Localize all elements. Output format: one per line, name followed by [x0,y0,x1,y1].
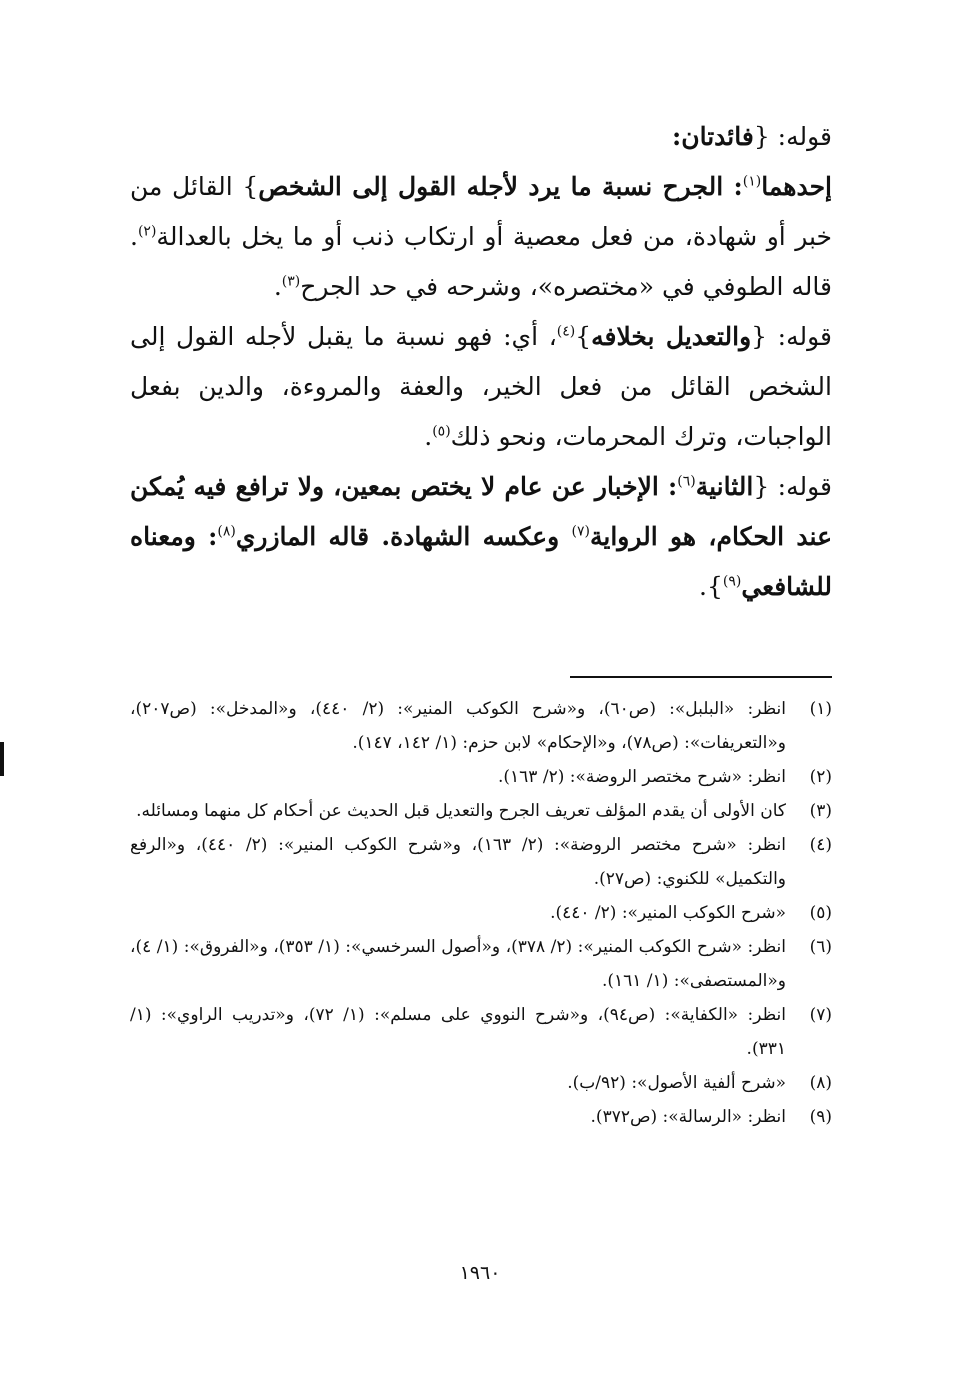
paragraph-3-lead: قوله: { [751,322,832,351]
paragraph-2-bold-a: إحدهما [761,172,832,201]
footnote-number: (٥) [809,903,832,923]
paragraph-1 [130,112,832,162]
page-number: ١٩٦٠ [459,1262,501,1284]
paragraph-3-end: . [424,422,433,451]
paragraph-3-bold: والتعديل بخلافه [591,322,752,351]
paragraph-3 [130,312,832,462]
paragraph-4 [130,462,832,612]
footnote-text: كان الأولى أن يقدم المؤلف تعريف الجرح والتعديل قبل الحديث عن أحكام كل منهما ومسائله. [136,801,786,821]
footnote-8 [130,1066,832,1100]
paragraph-4-bold-d: : ومعناه للشافعي [130,522,832,601]
paragraph-4-bold-a: الثانية [695,472,754,501]
paragraph-2-tail2: . قاله الطوفي في «مختصره»، وشرحه في حد الجرح [130,222,832,301]
paragraph-4-bold-b: : الإخبار عن عام لا يختص بمعين، ولا ترافع فيه يُمكن عند الحكام، هو الرواية [130,472,833,551]
paragraph-4-bold-c: وعكسه الشهادة. قاله المازري [235,522,572,551]
footnote-number: (١) [809,699,832,719]
footnote-number: (٢) [809,767,832,787]
footnote-text: انظر: «الكفاية»: (ص٩٤)، و«شرح النووي على مسلم»: (١/ ٧٢)، و«تدريب الراوي»: (١/ ٣٣١). [130,1005,787,1059]
paragraph-2-tail: } القائل من خبر أو شهادة، من فعل معصية أو ارتكاب ذنب أو ما يخل بالعدالة [130,172,832,251]
footnote-4 [130,828,832,896]
footnote-ref-2[interactable]: (٢) [137,223,157,240]
footnote-ref-1[interactable]: (١) [742,173,762,190]
paragraph-1-tail: : [672,122,682,151]
footnotes [130,692,832,1134]
paragraph-1-heading: فائدتان [681,122,754,151]
paragraph-1-lead: قوله: { [753,122,832,151]
footnote-number: (٤) [809,835,832,855]
main-text [130,112,832,612]
footnote-6 [130,930,832,998]
footnote-number: (٦) [809,937,832,957]
paragraph-2-end: . [273,272,282,301]
footnote-ref-6[interactable]: (٦) [677,473,696,490]
footnote-divider [570,676,832,678]
footnote-number: (٩) [809,1107,832,1127]
footnote-text: انظر: «البلبل»: (ص٦٠)، و«شرح الكوكب المنير»: (٢/ ٤٤٠)، و«المدخل»: (ص٢٠٧)، و«التعريفات»: (ص٧٨)، و«الإحكام» لابن حزم: (١/ ١٤٢، ١٤٧). [130,699,787,753]
paragraph-4-lead: قوله: { [753,472,832,501]
footnote-text: «شرح الكوكب المنير»: (٢/ ٤٤٠). [550,903,786,923]
paragraph-4-end: }. [699,572,723,601]
footnote-text: انظر: «الرسالة»: (ص٣٧٢). [590,1107,786,1127]
footnote-text: انظر: «شرح الكوكب المنير»: (٢/ ٣٧٨)، و«أصول السرخسي»: (١/ ٣٥٣)، و«الفروق»: (١/ ٤)، و«المستصفى»: (١/ ١٦١). [130,937,786,991]
footnote-text: انظر: «شرح مختصر الروضة»: (٢/ ١٦٣)، و«شرح الكوكب المنير»: (٢/ ٤٤٠)، و«الرفع والتكميل» للكنوي: (ص٢٧). [130,835,786,889]
scan-edge-mark [0,742,4,776]
footnote-ref-4[interactable]: (٤) [556,323,576,340]
footnote-1 [130,692,832,760]
footnote-ref-7[interactable]: (٧) [571,523,590,540]
footnote-2 [130,760,832,794]
footnote-9 [130,1100,832,1134]
footnote-ref-3[interactable]: (٣) [281,273,301,290]
paragraph-2 [130,162,832,312]
footnote-7 [130,998,832,1066]
footnote-number: (٣) [809,801,832,821]
footnote-ref-9[interactable]: (٩) [722,573,742,590]
paragraph-3-close: } [575,322,592,351]
footnote-ref-5[interactable]: (٥) [432,423,451,440]
paragraph-2-bold-b: : الجرح نسبة ما يرد لأجله القول إلى الشخص [258,172,743,201]
footnote-ref-8[interactable]: (٨) [217,523,236,540]
footnote-text: انظر: «شرح مختصر الروضة»: (٢/ ١٦٣). [498,767,786,787]
footnote-text: «شرح ألفية الأصول»: (٩٢/ب). [567,1073,786,1093]
footnote-3 [130,794,832,828]
footnote-number: (٨) [809,1073,832,1093]
footnote-number: (٧) [809,1005,832,1025]
paragraph-3-tail: ، أي: فهو نسبة ما يقبل لأجله القول إلى الشخص القائل من فعل الخير، والعفة والمروءة، والدين بفعل الواجبات، وترك المحرمات، ونحو ذلك [130,322,832,451]
footnote-5 [130,896,832,930]
